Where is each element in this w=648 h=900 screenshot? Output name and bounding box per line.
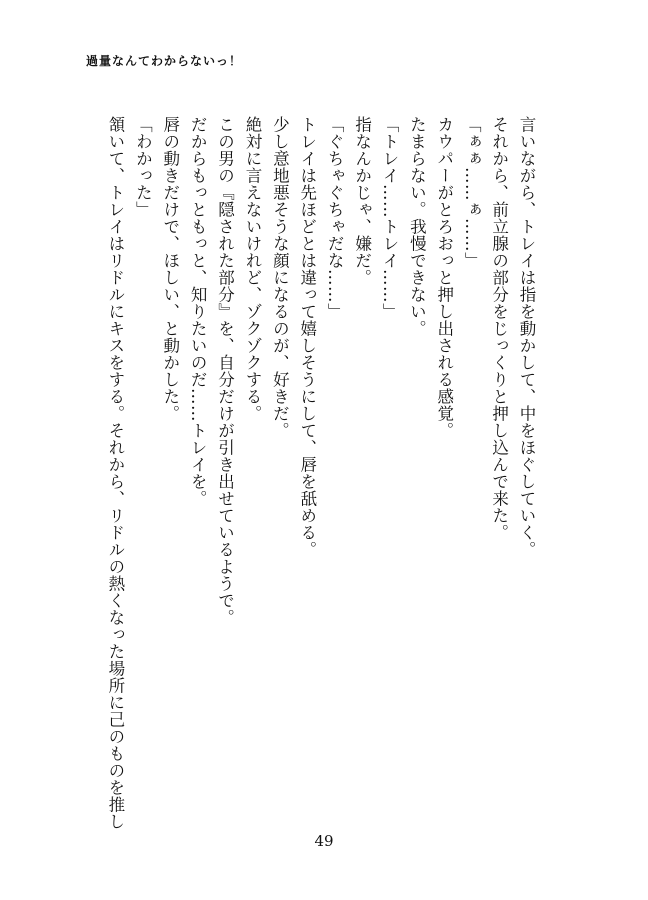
text-line: 唇の動きだけで、ほしい、と動かした。 (160, 116, 180, 422)
text-line: 頷いて、トレイはリドルにキスをする。それから、リドルの熱くなった場所に己のものを推し (105, 116, 125, 830)
text-line: だからもっともっと、知りたいのだ……トレイを。 (188, 116, 208, 507)
running-head: 過量なんてわからないっ！ (86, 54, 243, 68)
text-line: それから、前立腺の部分をじっくりと押し込んで来た。 (489, 116, 509, 541)
text-line: 指なんかじゃ、嫌だ。 (352, 116, 372, 286)
text-line: 「トレイ……トレイ……」 (379, 116, 399, 320)
text-line: 「ぁぁ……ぁ……」 (462, 116, 482, 269)
body-text (102, 116, 541, 830)
text-line: カウパーがとろおっと押し出される感覚。 (434, 116, 454, 439)
text-line: 少し意地悪そうな顔になるのが、好きだ。 (270, 116, 290, 439)
text-line: この男の『隠された部分』を、自分だけが引き出せているようで。 (215, 116, 235, 626)
text-line: 「ぐちゃぐちゃだな……」 (325, 116, 345, 320)
text-line: 絶対に言えないけれど、ゾクゾクする。 (242, 116, 262, 422)
text-line: 言いながら、トレイは指を動かして、中をほぐしていく。 (517, 116, 536, 558)
page-number: 49 (314, 832, 334, 850)
text-line: トレイは先ほどとは違って嬉しそうにして、唇を舐める。 (297, 116, 317, 558)
text-line: 「わかった」 (133, 116, 153, 218)
text-line: たまらない。我慢できない。 (407, 116, 427, 337)
